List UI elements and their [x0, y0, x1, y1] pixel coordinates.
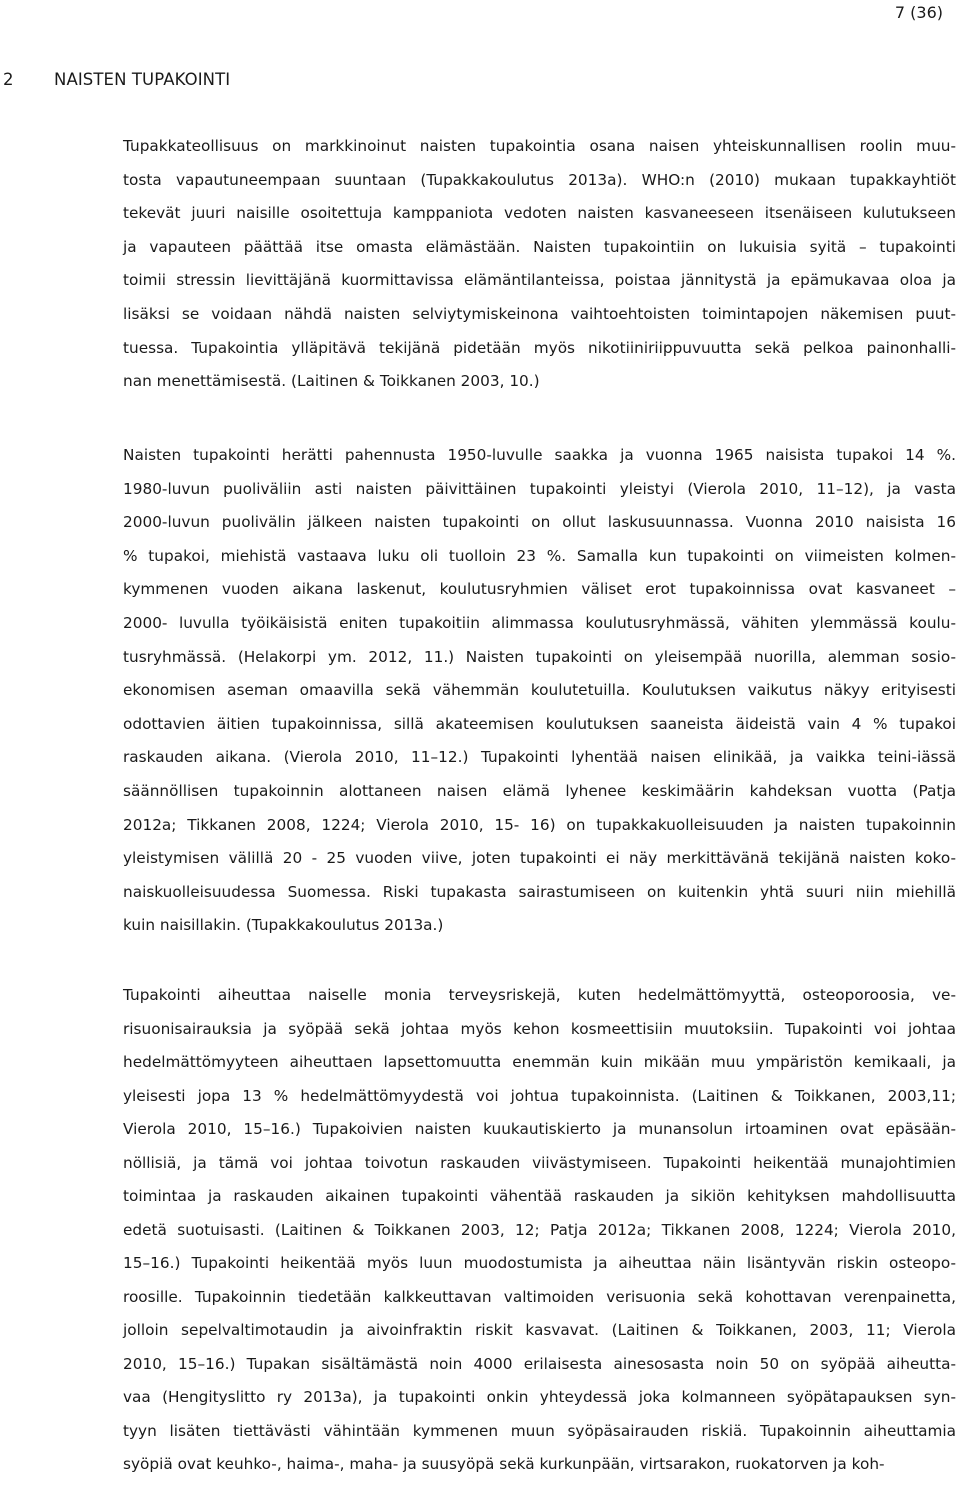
text-line: lisäksi se voidaan nähdä naisten selviytymiskeinona vaihtoehtoisten toimintapojen näkemisen puut- — [123, 304, 956, 323]
paragraph-3 — [123, 979, 956, 1482]
text-line: tyyn lisäten tiettävästi vähintään kymmenen muun syöpäsairauden riskiä. Tupakoinnin aiheuttamia — [123, 1421, 956, 1440]
text-line: kymmenen vuoden aikana laskenut, koulutusryhmien väliset erot tupakoinnissa ovat kasvaneet – — [123, 580, 956, 599]
text-line: edetä suotuisasti. (Laitinen & Toikkanen 2003, 12; Patja 2012a; Tikkanen 2008, 1224; Vierola 2010, — [123, 1220, 956, 1239]
text-line: nöllisiä, ja tämä voi johtaa toivotun raskauden viivästymiseen. Tupakointi heikentää munajohtimien — [123, 1153, 956, 1172]
section-heading — [3, 68, 230, 92]
paragraph-2 — [123, 439, 956, 943]
section-number: 2 — [3, 70, 14, 89]
text-line: 1980-luvun puoliväliin asti naisten päivittäinen tupakointi yleistyi (Vierola 2010, 11–12), ja vasta — [123, 479, 956, 498]
text-line: Naisten tupakointi herätti pahennusta 1950-luvulle saakka ja vuonna 1965 naisista tupakoi 14 %. — [123, 446, 956, 464]
text-line: vaa (Hengityslitto ry 2013a), ja tupakointi onkin yhteydessä joka kolmanneen syöpätapauksen syn- — [123, 1388, 956, 1406]
text-line: 2010, 15–16.) Tupakan sisältämästä noin 4000 erilaisesta ainesosasta noin 50 on syöpää aiheutta- — [123, 1354, 956, 1373]
text-line: naiskuolleisuudessa Suomessa. Riski tupakasta sairastumiseen on kuitenkin yhtä suuri niin miehillä — [123, 882, 956, 901]
text-line: ja vapauteen päättää itse omasta elämästään. Naisten tupakointiin on lukuisia syitä – tupakointi — [123, 237, 956, 256]
text-line: odottavien äitien tupakoinnissa, sillä akateemisen koulutuksen saaneista äideistä vain 4 % tupakoi — [123, 714, 956, 733]
paragraph-1 — [123, 130, 956, 399]
text-line: Vierola 2010, 15–16.) Tupakoivien naisten kuukautiskierto ja munansolun irtoaminen ovat epäsään- — [123, 1120, 956, 1138]
text-line: 2000-luvun puolivälin jälkeen naisten tupakointi on ollut laskusuunnassa. Vuonna 2010 naisista 16 — [123, 513, 956, 532]
text-line: 2000- luvulla työikäisistä eniten tupakoitiin alimmassa koulutusryhmässä, vähiten ylemmässä koulu- — [123, 613, 956, 632]
text-line: ekonomisen aseman omaavilla sekä vähemmän koulutetuilla. Koulutuksen vaikutus näkyy erityisesti — [123, 681, 956, 700]
text-line: tuessa. Tupakointia ylläpitävä tekijänä pidetään myös nikotiiniriippuvuutta sekä pelkoa painonhalli- — [123, 338, 956, 357]
text-line: jolloin sepelvaltimotaudin ja aivoinfraktin riskit kasvavat. (Laitinen & Toikkanen, 2003, 11; Vierola — [123, 1321, 956, 1339]
text-line: hedelmättömyyteen aiheuttaen lapsettomuutta enemmän kuin mikään muu ympäristön kemikaali, ja — [123, 1053, 956, 1071]
text-line: tusryhmässä. (Helakorpi ym. 2012, 11.) Naisten tupakointi on yleisempää nuorilla, alemman sosio- — [123, 647, 956, 666]
text-line: säännöllisen tupakoinnin alottaneen naisen elämä lyhenee keskimäärin kahdeksan vuotta (Patja — [123, 781, 956, 800]
text-line: yleisesti jopa 13 % hedelmättömyydestä voi johtua tupakoinnista. (Laitinen & Toikkanen, 2003,11; — [123, 1086, 956, 1105]
text-line: 15–16.) Tupakointi heikentää myös luun muodostumista ja aiheuttaa näin lisäntyvän riskin osteopo- — [123, 1254, 956, 1272]
text-line: toimii stressin lievittäjänä kuormittavissa elämäntilanteissa, poistaa jännitystä ja epämukavaa oloa ja — [123, 271, 956, 290]
text-line: Tupakointi aiheuttaa naiselle monia terveysriskejä, kuten hedelmättömyyttä, osteoporoosia, ve- — [123, 986, 956, 1004]
text-line: risuonisairauksia ja syöpää sekä johtaa myös kehon kosmeettisiin muutoksiin. Tupakointi voi johtaa — [123, 1019, 956, 1038]
text-line: nan menettämisestä. (Laitinen & Toikkanen 2003, 10.) — [123, 372, 540, 391]
text-line: 2012a; Tikkanen 2008, 1224; Vierola 2010, 15- 16) on tupakkakuolleisuuden ja naisten tupakoinnin — [123, 815, 956, 834]
text-line: yleistymisen välillä 20 - 25 vuoden viive, joten tupakointi ei näy merkittävänä tekijänä naisten koko- — [123, 849, 956, 868]
section-title: NAISTEN TUPAKOINTI — [54, 70, 231, 89]
text-line: toimintaa ja raskauden aikainen tupakointi vähentää raskauden ja sikiön kehityksen mahdollisuutta — [123, 1187, 956, 1205]
text-line: kuin naisillakin. (Tupakkakoulutus 2013a.) — [123, 916, 444, 935]
text-line: raskauden aikana. (Vierola 2010, 11–12.) Tupakointi lyhentää naisen elinikää, ja vaikka teini-iässä — [123, 748, 956, 767]
text-line: syöpiä ovat keuhko-, haima-, maha- ja suusyöpä sekä kurkunpään, virtsarakon, ruokatorven ja koh- — [123, 1455, 885, 1473]
text-line: roosille. Tupakoinnin tiedetään kalkkeuttavan valtimoiden verisuonia sekä kohottavan verenpainetta, — [123, 1287, 956, 1306]
text-line: tekevät juuri naisille osoitettuja kamppaniota vedoten naisten kasvaneeseen itsenäiseen kulutukseen — [123, 204, 956, 223]
text-line: Tupakkateollisuus on markkinoinut naisten tupakointia osana naisen yhteiskunnallisen roolin muu- — [123, 137, 956, 155]
page-number: 7 (36) — [894, 3, 943, 22]
text-line: tosta vapautuneempaan suuntaan (Tupakkakoulutus 2013a). WHO:n (2010) mukaan tupakkayhtiöt — [123, 170, 956, 189]
text-line: % tupakoi, miehistä vastaava luku oli tuolloin 23 %. Samalla kun tupakointi on viimeisten kolmen- — [123, 546, 956, 565]
